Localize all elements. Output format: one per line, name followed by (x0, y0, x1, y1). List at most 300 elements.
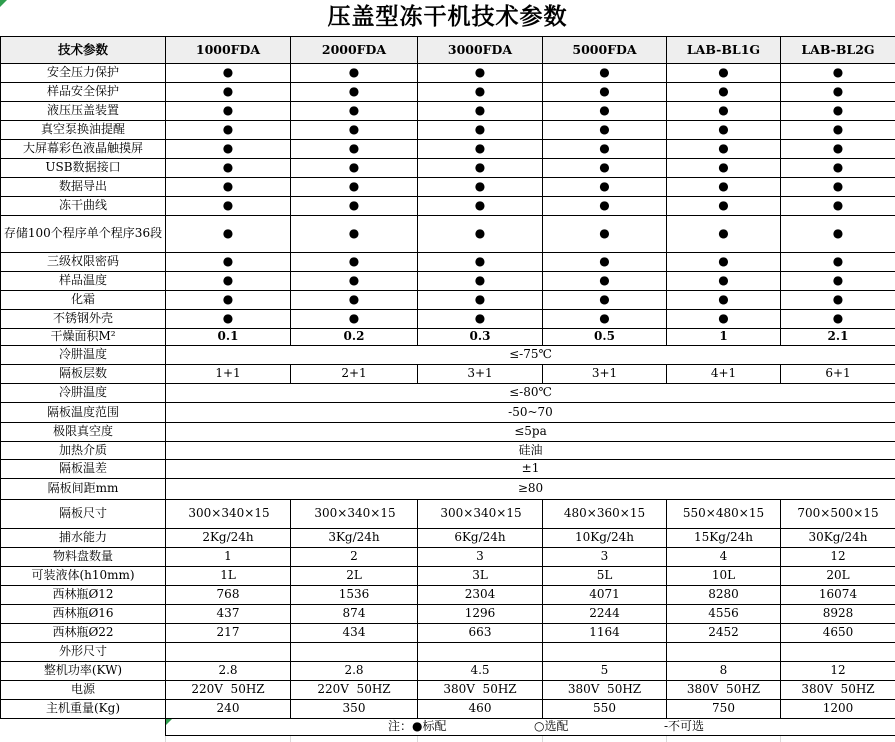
table-row (1, 253, 895, 272)
standard-config-dot-icon: ● (223, 198, 233, 212)
value-cell: 380V 50HZ (418, 681, 543, 700)
standard-config-dot-icon: ● (718, 311, 728, 325)
dot-cell (291, 64, 418, 83)
value-cell: 220V 50HZ (291, 681, 418, 700)
model-column-header: 2000FDA (291, 37, 418, 64)
dot-cell (418, 159, 543, 178)
value-cell: 750 (667, 700, 781, 719)
sheet-corner-marker-icon (0, 0, 7, 7)
model-column-header: 5000FDA (543, 37, 667, 64)
standard-config-dot-icon: ● (599, 84, 609, 98)
table-row (1, 548, 895, 567)
legend-spacer-cell (1, 719, 166, 736)
table-row (1, 662, 895, 681)
value-cell: 874 (291, 605, 418, 624)
row-label: 隔板尺寸 (1, 500, 166, 529)
row-label: 三级权限密码 (1, 253, 166, 272)
standard-config-dot-icon: ● (599, 103, 609, 117)
value-cell: 8 (667, 662, 781, 681)
standard-config-dot-icon: ● (833, 292, 843, 306)
standard-config-dot-icon: ● (718, 160, 728, 174)
value-cell (291, 643, 418, 662)
standard-config-dot-icon: ● (475, 226, 485, 240)
dot-cell (781, 178, 895, 197)
standard-config-dot-icon: ● (833, 141, 843, 155)
standard-config-dot-icon: ● (349, 141, 359, 155)
row-label: 隔板间距mm (1, 479, 166, 500)
dot-cell (418, 121, 543, 140)
row-label: 主机重量(Kg) (1, 700, 166, 719)
row-label: 存储100个程序单个程序36段 (1, 216, 166, 253)
value-cell: 1200 (781, 700, 895, 719)
standard-config-dot-icon: ● (833, 122, 843, 136)
value-cell: 1 (667, 329, 781, 346)
value-cell: 1296 (418, 605, 543, 624)
table-row (1, 121, 895, 140)
value-cell: 300×340×15 (291, 500, 418, 529)
dot-cell (543, 121, 667, 140)
dot-cell (667, 102, 781, 121)
dot-cell (166, 64, 291, 83)
dot-cell (543, 64, 667, 83)
table-row (1, 291, 895, 310)
legend-unavailable: -不可选 (664, 720, 704, 734)
row-label: 化霜 (1, 291, 166, 310)
dot-cell (291, 159, 418, 178)
merged-value-cell: ≤-75℃ (166, 346, 895, 365)
page-title: 压盖型冻干机技术参数 (0, 0, 895, 36)
merged-value-cell: ≤5pa (166, 423, 895, 442)
standard-config-dot-icon: ● (349, 65, 359, 79)
standard-config-dot-icon: ● (718, 226, 728, 240)
value-cell: 12 (781, 548, 895, 567)
dot-cell (781, 83, 895, 102)
standard-config-dot-icon: ● (349, 122, 359, 136)
standard-config-dot-icon: ● (718, 179, 728, 193)
value-cell: 220V 50HZ (166, 681, 291, 700)
dot-cell (667, 83, 781, 102)
dot-cell (781, 197, 895, 216)
dot-cell (543, 159, 667, 178)
dot-cell (166, 102, 291, 121)
table-row (1, 700, 895, 719)
standard-config-dot-icon: ● (223, 273, 233, 287)
row-label: 隔板温度范围 (1, 403, 166, 423)
value-cell: 300×340×15 (166, 500, 291, 529)
dot-cell (166, 272, 291, 291)
table-row (1, 384, 895, 403)
value-cell: 3+1 (418, 365, 543, 384)
merged-value-cell: -50~70 (166, 403, 895, 423)
dot-cell (543, 178, 667, 197)
row-label: 冷肼温度 (1, 384, 166, 403)
dot-cell (166, 310, 291, 329)
standard-config-dot-icon: ● (718, 254, 728, 268)
cell-corner-marker-icon (166, 719, 172, 725)
row-label: 大屏幕彩色液晶触摸屏 (1, 140, 166, 159)
dot-cell (418, 197, 543, 216)
row-label: 极限真空度 (1, 423, 166, 442)
standard-config-dot-icon: ● (833, 103, 843, 117)
table-row (1, 643, 895, 662)
dot-cell (543, 197, 667, 216)
value-cell (543, 643, 667, 662)
standard-config-dot-icon: ● (833, 226, 843, 240)
gridline-stubs (0, 736, 895, 742)
dot-cell (418, 83, 543, 102)
dot-cell (781, 216, 895, 253)
dot-cell (418, 102, 543, 121)
table-row (1, 216, 895, 253)
value-cell: 380V 50HZ (667, 681, 781, 700)
value-cell: 30Kg/24h (781, 529, 895, 548)
table-row (1, 567, 895, 586)
table-row (1, 586, 895, 605)
dot-cell (166, 140, 291, 159)
row-label: USB数据接口 (1, 159, 166, 178)
dot-cell (291, 272, 418, 291)
dot-cell (291, 216, 418, 253)
value-cell: 380V 50HZ (781, 681, 895, 700)
dot-cell (781, 272, 895, 291)
dot-cell (166, 121, 291, 140)
table-row (1, 442, 895, 460)
dot-cell (418, 310, 543, 329)
dot-cell (781, 102, 895, 121)
value-cell: 4.5 (418, 662, 543, 681)
row-label: 可装液体(h10mm) (1, 567, 166, 586)
row-label: 隔板温差 (1, 460, 166, 479)
standard-config-dot-icon: ● (475, 273, 485, 287)
value-cell (667, 643, 781, 662)
value-cell: 550 (543, 700, 667, 719)
standard-config-dot-icon: ● (833, 65, 843, 79)
value-cell: 217 (166, 624, 291, 643)
standard-config-dot-icon: ● (223, 65, 233, 79)
merged-value-cell: ≤-80℃ (166, 384, 895, 403)
table-row (1, 197, 895, 216)
dot-cell (291, 121, 418, 140)
standard-config-dot-icon: ● (475, 311, 485, 325)
standard-config-dot-icon: ● (475, 254, 485, 268)
row-label: 不锈钢外壳 (1, 310, 166, 329)
value-cell: 434 (291, 624, 418, 643)
param-column-header: 技术参数 (1, 37, 166, 64)
standard-config-dot-icon: ● (475, 65, 485, 79)
value-cell: 2.1 (781, 329, 895, 346)
row-label: 液压压盖装置 (1, 102, 166, 121)
table-row (1, 140, 895, 159)
value-cell: 300×340×15 (418, 500, 543, 529)
value-cell: 4+1 (667, 365, 781, 384)
table-row (1, 460, 895, 479)
dot-cell (543, 140, 667, 159)
value-cell: 4 (667, 548, 781, 567)
table-row (1, 403, 895, 423)
standard-config-dot-icon: ● (833, 198, 843, 212)
dot-cell (781, 121, 895, 140)
table-row (1, 423, 895, 442)
value-cell: 2.8 (166, 662, 291, 681)
dot-cell (781, 140, 895, 159)
model-column-header: LAB-BL2G (781, 37, 895, 64)
value-cell: 0.2 (291, 329, 418, 346)
value-cell: 6Kg/24h (418, 529, 543, 548)
standard-config-dot-icon: ● (718, 273, 728, 287)
dot-cell (166, 216, 291, 253)
header-row (1, 37, 895, 64)
standard-config-dot-icon: ● (475, 292, 485, 306)
standard-config-dot-icon: ● (223, 160, 233, 174)
standard-config-dot-icon: ● (599, 292, 609, 306)
value-cell: 8928 (781, 605, 895, 624)
table-row (1, 681, 895, 700)
value-cell: 768 (166, 586, 291, 605)
standard-config-dot-icon: ● (223, 292, 233, 306)
dot-cell (543, 216, 667, 253)
value-cell: 6+1 (781, 365, 895, 384)
value-cell: 5L (543, 567, 667, 586)
standard-config-dot-icon: ● (833, 160, 843, 174)
dot-cell (781, 64, 895, 83)
value-cell: 3L (418, 567, 543, 586)
table-row (1, 346, 895, 365)
value-cell: 2244 (543, 605, 667, 624)
dot-cell (667, 140, 781, 159)
value-cell: 1+1 (166, 365, 291, 384)
row-label: 西林瓶Ø22 (1, 624, 166, 643)
standard-config-dot-icon: ● (718, 103, 728, 117)
standard-config-dot-icon: ● (833, 311, 843, 325)
dot-cell (781, 310, 895, 329)
standard-config-dot-icon: ● (223, 226, 233, 240)
value-cell: 2452 (667, 624, 781, 643)
table-row (1, 624, 895, 643)
spec-table (0, 36, 895, 736)
standard-config-dot-icon: ● (475, 103, 485, 117)
standard-config-dot-icon: ● (349, 84, 359, 98)
value-cell: 4071 (543, 586, 667, 605)
standard-config-dot-icon: ● (718, 122, 728, 136)
standard-config-dot-icon: ● (718, 292, 728, 306)
table-row (1, 500, 895, 529)
standard-config-dot-icon: ● (833, 254, 843, 268)
dot-cell (291, 291, 418, 310)
table-row (1, 529, 895, 548)
dot-cell (543, 83, 667, 102)
dot-cell (166, 159, 291, 178)
row-label: 冻干曲线 (1, 197, 166, 216)
legend-standard: 注：●标配 (388, 720, 446, 734)
dot-cell (667, 310, 781, 329)
row-label: 西林瓶Ø12 (1, 586, 166, 605)
row-label: 真空泵换油提醒 (1, 121, 166, 140)
row-label: 干燥面积M² (1, 329, 166, 346)
value-cell: 480×360×15 (543, 500, 667, 529)
standard-config-dot-icon: ● (223, 122, 233, 136)
dot-cell (667, 197, 781, 216)
table-row (1, 159, 895, 178)
value-cell: 437 (166, 605, 291, 624)
value-cell: 550×480×15 (667, 500, 781, 529)
standard-config-dot-icon: ● (833, 273, 843, 287)
merged-value-cell: 硅油 (166, 442, 895, 460)
value-cell: 10L (667, 567, 781, 586)
standard-config-dot-icon: ● (718, 198, 728, 212)
dot-cell (418, 291, 543, 310)
standard-config-dot-icon: ● (475, 179, 485, 193)
merged-value-cell: ±1 (166, 460, 895, 479)
standard-config-dot-icon: ● (475, 160, 485, 174)
standard-config-dot-icon: ● (349, 160, 359, 174)
table-row (1, 329, 895, 346)
standard-config-dot-icon: ● (475, 84, 485, 98)
table-row (1, 310, 895, 329)
value-cell: 2Kg/24h (166, 529, 291, 548)
row-label: 整机功率(KW) (1, 662, 166, 681)
value-cell: 4650 (781, 624, 895, 643)
table-row (1, 272, 895, 291)
standard-config-dot-icon: ● (599, 141, 609, 155)
table-header (1, 37, 895, 64)
standard-config-dot-icon: ● (833, 179, 843, 193)
dot-cell (543, 310, 667, 329)
dot-cell (418, 272, 543, 291)
model-column-header: LAB-BL1G (667, 37, 781, 64)
merged-value-cell: ≥80 (166, 479, 895, 500)
standard-config-dot-icon: ● (475, 198, 485, 212)
legend-row (1, 719, 895, 736)
value-cell: 460 (418, 700, 543, 719)
value-cell: 3+1 (543, 365, 667, 384)
row-label: 电源 (1, 681, 166, 700)
row-label: 冷肼温度 (1, 346, 166, 365)
value-cell: 8280 (667, 586, 781, 605)
standard-config-dot-icon: ● (349, 103, 359, 117)
dot-cell (418, 216, 543, 253)
value-cell: 16074 (781, 586, 895, 605)
table-row (1, 102, 895, 121)
standard-config-dot-icon: ● (223, 311, 233, 325)
dot-cell (667, 64, 781, 83)
dot-cell (667, 272, 781, 291)
value-cell: 1164 (543, 624, 667, 643)
value-cell: 10Kg/24h (543, 529, 667, 548)
standard-config-dot-icon: ● (718, 65, 728, 79)
row-label: 捕水能力 (1, 529, 166, 548)
table-row (1, 64, 895, 83)
dot-cell (667, 216, 781, 253)
table-row (1, 83, 895, 102)
value-cell: 20L (781, 567, 895, 586)
row-label: 安全压力保护 (1, 64, 166, 83)
legend-optional: ○选配 (534, 720, 568, 734)
value-cell: 0.1 (166, 329, 291, 346)
row-label: 西林瓶Ø16 (1, 605, 166, 624)
standard-config-dot-icon: ● (718, 141, 728, 155)
table-row (1, 605, 895, 624)
dot-cell (291, 197, 418, 216)
standard-config-dot-icon: ● (599, 65, 609, 79)
value-cell (781, 643, 895, 662)
dot-cell (166, 197, 291, 216)
dot-cell (291, 253, 418, 272)
dot-cell (166, 83, 291, 102)
standard-config-dot-icon: ● (349, 179, 359, 193)
dot-cell (543, 102, 667, 121)
value-cell: 3Kg/24h (291, 529, 418, 548)
value-cell: 4556 (667, 605, 781, 624)
value-cell: 2+1 (291, 365, 418, 384)
dot-cell (418, 64, 543, 83)
value-cell: 12 (781, 662, 895, 681)
value-cell: 1 (166, 548, 291, 567)
dot-cell (543, 253, 667, 272)
row-label: 样品安全保护 (1, 83, 166, 102)
value-cell: 15Kg/24h (667, 529, 781, 548)
value-cell (166, 643, 291, 662)
row-label: 样品温度 (1, 272, 166, 291)
standard-config-dot-icon: ● (349, 311, 359, 325)
value-cell: 2.8 (291, 662, 418, 681)
dot-cell (418, 140, 543, 159)
dot-cell (543, 272, 667, 291)
standard-config-dot-icon: ● (599, 198, 609, 212)
standard-config-dot-icon: ● (223, 179, 233, 193)
standard-config-dot-icon: ● (599, 311, 609, 325)
model-column-header: 1000FDA (166, 37, 291, 64)
value-cell: 240 (166, 700, 291, 719)
standard-config-dot-icon: ● (599, 273, 609, 287)
value-cell: 1L (166, 567, 291, 586)
value-cell: 663 (418, 624, 543, 643)
dot-cell (291, 310, 418, 329)
standard-config-dot-icon: ● (223, 103, 233, 117)
row-label: 数据导出 (1, 178, 166, 197)
dot-cell (667, 159, 781, 178)
dot-cell (781, 291, 895, 310)
dot-cell (667, 178, 781, 197)
dot-cell (166, 253, 291, 272)
dot-cell (418, 178, 543, 197)
standard-config-dot-icon: ● (599, 122, 609, 136)
value-cell: 2L (291, 567, 418, 586)
standard-config-dot-icon: ● (223, 254, 233, 268)
value-cell: 700×500×15 (781, 500, 895, 529)
standard-config-dot-icon: ● (718, 84, 728, 98)
standard-config-dot-icon: ● (349, 198, 359, 212)
value-cell: 2304 (418, 586, 543, 605)
standard-config-dot-icon: ● (349, 226, 359, 240)
standard-config-dot-icon: ● (475, 122, 485, 136)
standard-config-dot-icon: ● (475, 141, 485, 155)
value-cell: 350 (291, 700, 418, 719)
dot-cell (543, 291, 667, 310)
row-label: 隔板层数 (1, 365, 166, 384)
dot-cell (667, 121, 781, 140)
row-label: 加热介质 (1, 442, 166, 460)
legend-cell (166, 719, 895, 736)
dot-cell (291, 140, 418, 159)
standard-config-dot-icon: ● (223, 141, 233, 155)
value-cell: 3 (418, 548, 543, 567)
standard-config-dot-icon: ● (349, 273, 359, 287)
dot-cell (291, 178, 418, 197)
dot-cell (166, 178, 291, 197)
standard-config-dot-icon: ● (349, 254, 359, 268)
dot-cell (166, 291, 291, 310)
value-cell: 2 (291, 548, 418, 567)
